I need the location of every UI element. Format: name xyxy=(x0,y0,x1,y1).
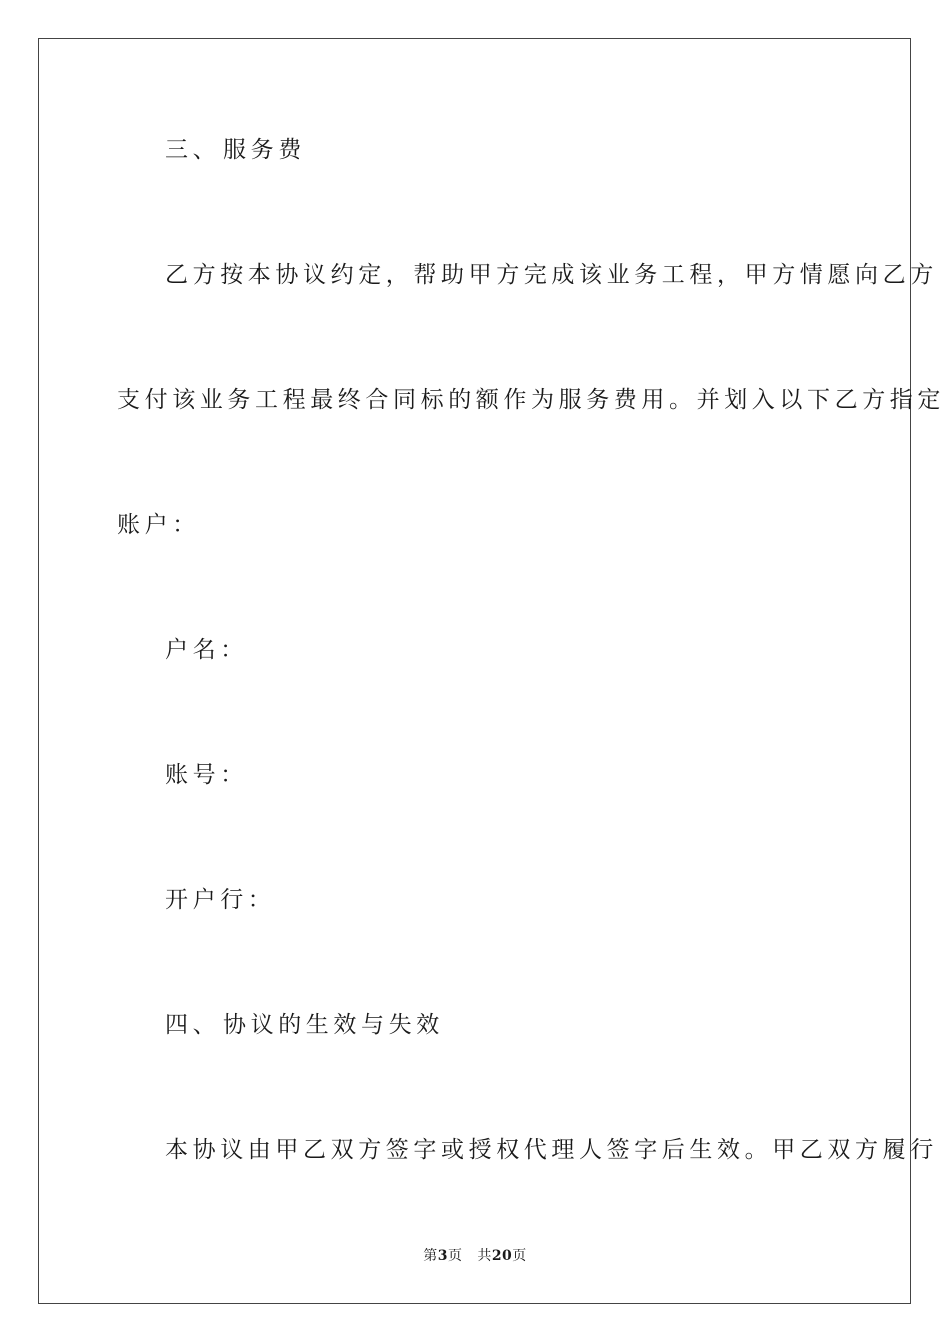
account-bank-label: 开户行： xyxy=(165,887,276,913)
account-name-label: 户名： xyxy=(165,637,248,663)
paragraph-1-line-1: 乙方按本协议约定，帮助甲方完成该业务工程，甲方情愿向乙方 xyxy=(165,262,938,288)
footer-page-suffix: 页 xyxy=(447,1248,463,1264)
section-4-number: 四、 xyxy=(165,1012,221,1038)
account-number-label: 账号： xyxy=(165,762,248,788)
paragraph-1-line-3: 账户： xyxy=(117,512,200,538)
section-4-heading xyxy=(165,1010,444,1040)
section-3-title: 服务费 xyxy=(223,137,306,163)
paragraph-1-line-2: 支付该业务工程最终合同标的额作为服务费用。并划入以下乙方指定 xyxy=(117,387,945,413)
section-4-title: 协议的生效与失效 xyxy=(223,1012,444,1038)
footer-current-page: 3 xyxy=(437,1248,448,1264)
footer-total-prefix: 共 xyxy=(477,1248,492,1264)
footer-total-suffix: 页 xyxy=(512,1248,527,1264)
page-footer xyxy=(0,1246,950,1266)
footer-page-prefix: 第 xyxy=(423,1248,438,1264)
page-border xyxy=(38,38,911,1304)
footer-total-pages: 20 xyxy=(491,1248,513,1264)
paragraph-2-line-1: 本协议由甲乙双方签字或授权代理人签字后生效。甲乙双方履行 xyxy=(165,1137,938,1163)
section-3-number: 三、 xyxy=(165,137,221,163)
section-3-heading xyxy=(165,135,306,165)
